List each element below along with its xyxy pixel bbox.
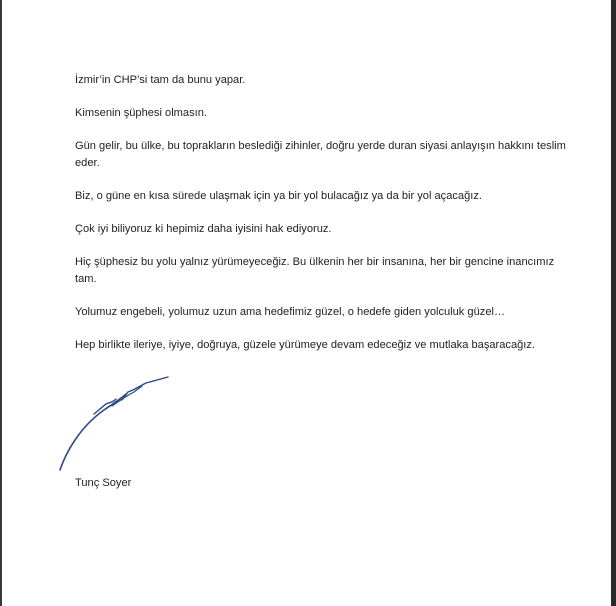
paragraph-6: Hiç şüphesiz bu yolu yalnız yürümeyeceğiz. Bu ülkenin her bir insanına, her bir gencine inancımız tam. [75,256,555,285]
letter-body [75,72,575,370]
paragraph-3: Gün gelir, bu ülke, bu toprakların beslediği zihinler, doğru yerde duran siyasi anlayışın hakkını teslim eder. [75,140,566,169]
signature-stroke-tick [94,399,116,414]
handwritten-signature [56,372,176,472]
signature-stroke-main [60,394,126,470]
paragraph-2: Kimsenin şüphesi olmasın. [75,107,207,119]
signer-name: Tunç Soyer [75,477,132,489]
paragraph-8: Hep birlikte ileriye, iyiye, doğruya, güzele yürümeye devam edeceğiz ve mutlaka başaracağız. [75,339,536,351]
signature-stroke-flourish [112,386,142,406]
paragraph-1: İzmir’in CHP’si tam da bunu yapar. [75,74,246,86]
signature-stroke-upper [122,377,168,400]
page-edge-right [611,0,616,606]
paragraph-4: Biz, o güne en kısa sürede ulaşmak için ya bir yol bulacağız ya da bir yol açacağız. [75,190,482,202]
paragraph-7: Yolumuz engebeli, yolumuz uzun ama hedefimiz güzel, o hedefe giden yolculuk güzel… [75,306,506,318]
paragraph-5: Çok iyi biliyoruz ki hepimiz daha iyisini hak ediyoruz. [75,223,332,235]
